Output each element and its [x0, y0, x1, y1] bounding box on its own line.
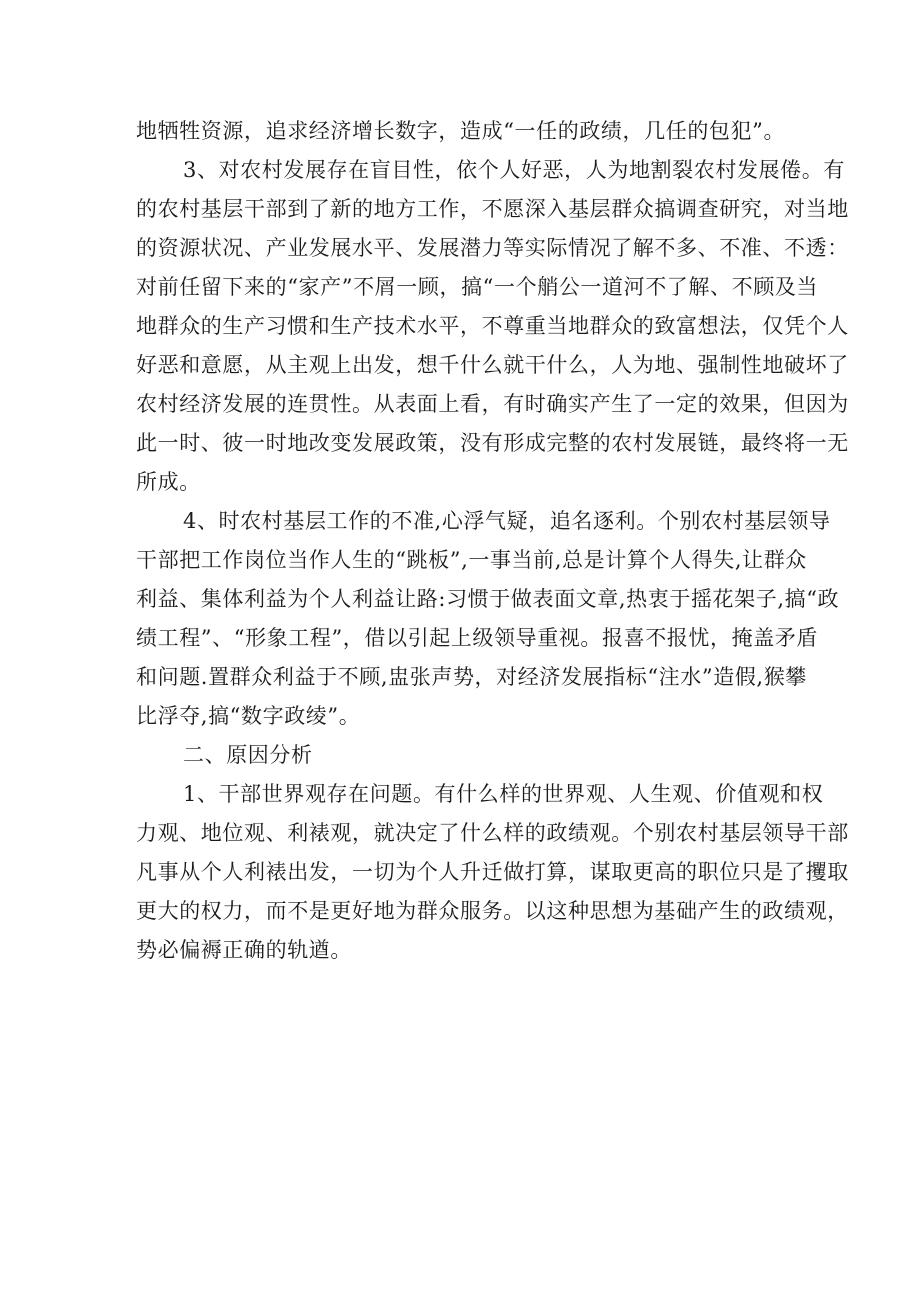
- section-heading-cause-analysis: [136, 736, 800, 775]
- text-line: 好恶和意愿，从主观上出发，想千什么就干什么，人为地、强制性地破坏了: [136, 353, 849, 377]
- text-line: 1、干部世界观存在问题。有什么样的世界观、人生观、价值观和权: [183, 782, 824, 806]
- text-line: 凡事从个人利裱出发，一切为个人升迁做打算，谋取更高的职位只是了攫取: [136, 860, 849, 884]
- text-line: 3、对农村发展存在盲目性，依个人好恶，人为地割裂农村发展倦。有: [183, 158, 845, 182]
- text-line: 绩工程”、“形象工程”，借以引起上级领导重视。报喜不报忧，掩盖矛盾: [136, 626, 819, 650]
- document-body: [136, 112, 849, 970]
- text-line: 所成。: [136, 470, 201, 494]
- paragraph-item-4: [136, 502, 840, 736]
- text-line: 农村经济发展的连贯性。从表面上看，有时确实产生了一定的效果，但因为: [136, 392, 849, 416]
- heading-text: 二、原因分析: [183, 743, 313, 767]
- text-line: 4、时农村基层工作的不准,心浮气疑，追名逐利。个别农村基层领导: [183, 509, 831, 533]
- text-line: 干部把工作岗位当作人生的“跳板”,一事当前,总是计算个人得失,让群众: [136, 548, 807, 572]
- text-line: 和问题.置群众利益于不顾,盅张声势，对经济发展指标“注水”造假,猴攀: [136, 665, 807, 689]
- text-line: 力观、地位观、利裱观，就决定了什么样的政绩观。个别农村基层领导干部: [136, 821, 849, 845]
- text-line: 地群众的生产习惯和生产技术水平，不尊重当地群众的致富想法，仅凭个人: [136, 314, 849, 338]
- paragraph-cause-1: [136, 775, 849, 970]
- text-line: 势必偏褥正确的轨遒。: [136, 938, 352, 962]
- text-line: 对前任留下来的“家产”不屑一顾，搞“一个艄公一道河不了解、不顾及当: [136, 275, 819, 299]
- text-line: 此一时、彼一时地改变发展政策，没有形成完整的农村发展链，最终将一无: [136, 431, 849, 455]
- text-line: 比浮夺,搞“数字政绫”。: [136, 704, 361, 728]
- text-line: 利益、集体利益为个人利益让路:习惯于做表面文章,热衷于摇花架子,搞“政: [136, 587, 840, 611]
- text-line: 的农村基层干部到了新的地方工作，不愿深入基层群众搞调查研究，对当地: [136, 197, 849, 221]
- text-line: 更大的权力，而不是更好地为群众服务。以这种思想为基础产生的政绩观，: [136, 899, 849, 923]
- text-line: 的资源状况、产业发展水平、发展潜力等实际情况了解不多、不准、不透：: [136, 236, 849, 260]
- paragraph-continuation: [136, 112, 800, 151]
- text-line: 地牺牲资源，追求经济增长数字，造成“一任的政绩，几任的包犯”。: [136, 119, 786, 143]
- paragraph-item-3: [136, 151, 849, 502]
